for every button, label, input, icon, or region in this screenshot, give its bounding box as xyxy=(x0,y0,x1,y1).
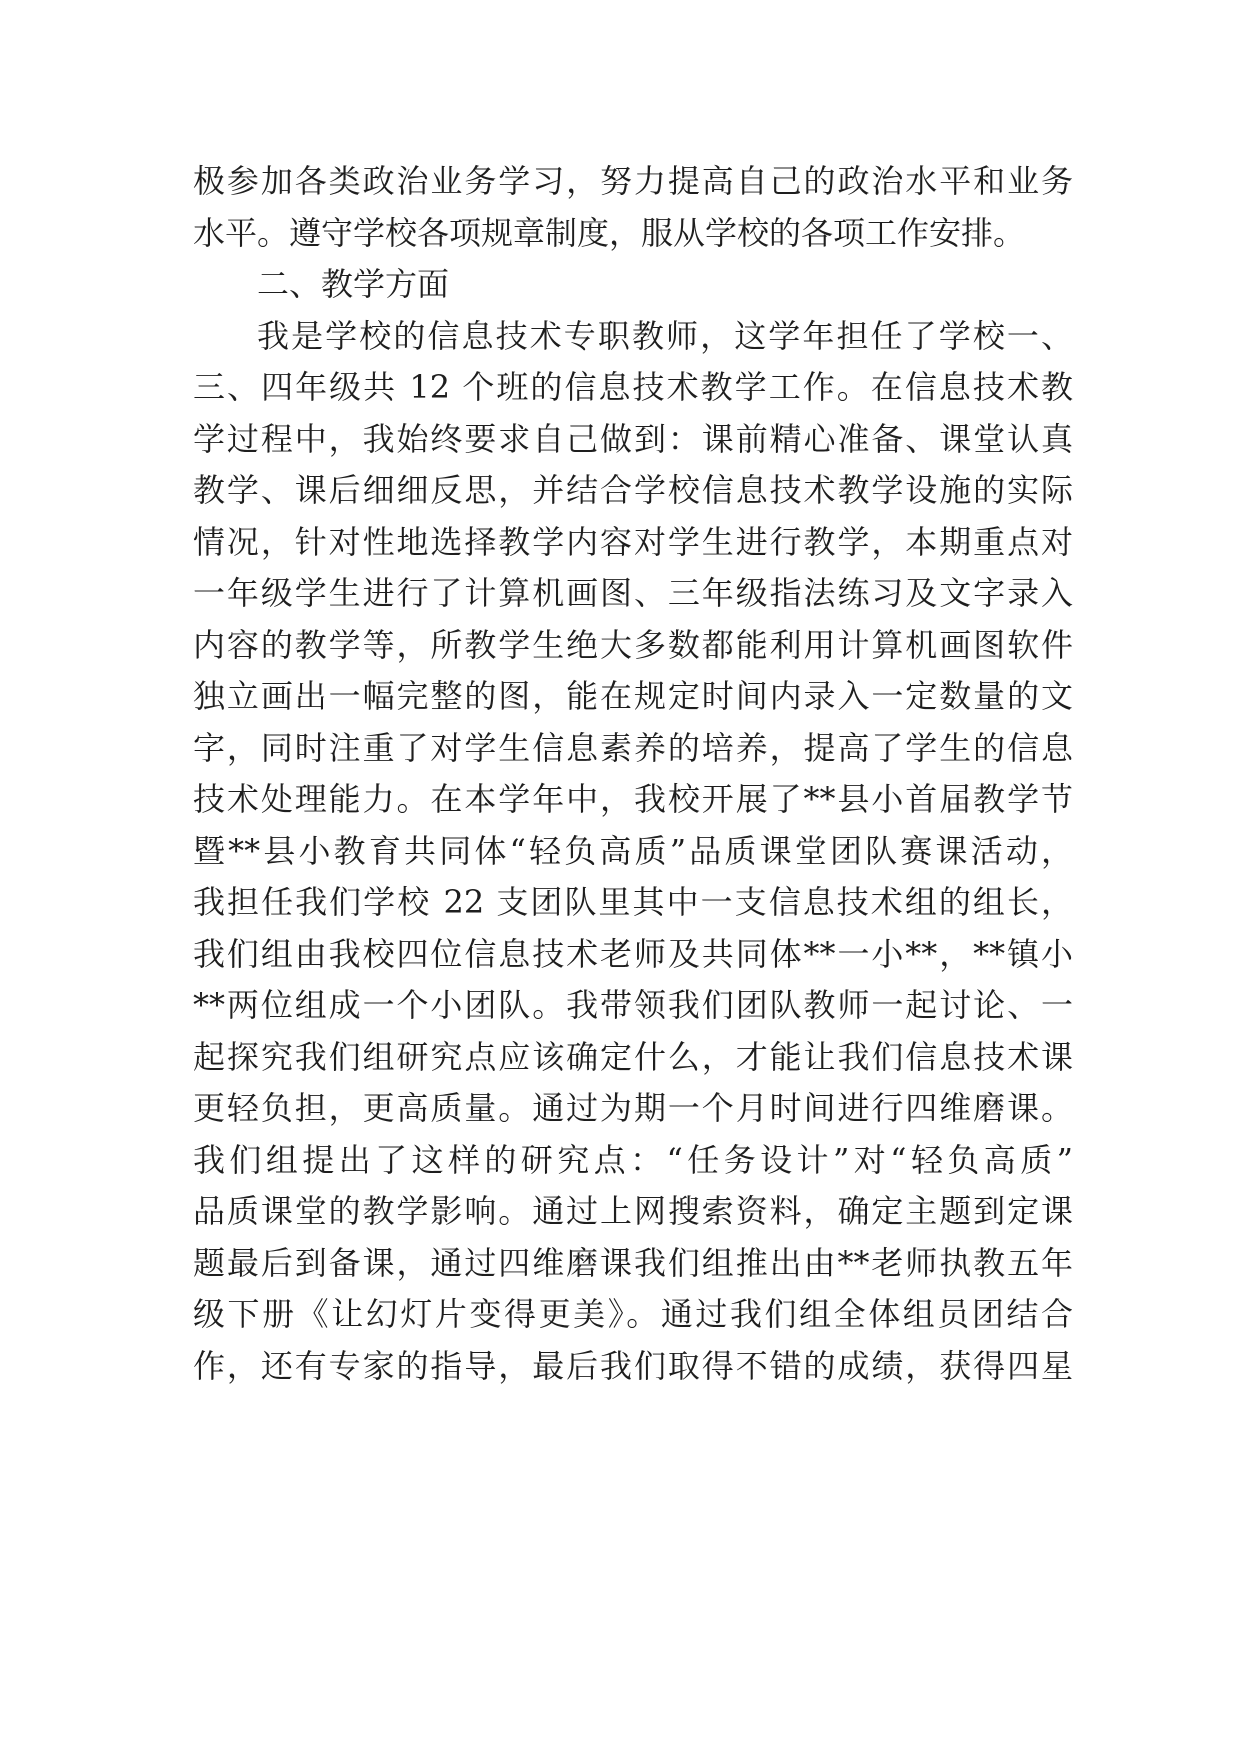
section-heading: 二、教学方面 xyxy=(257,265,450,303)
document-body xyxy=(193,156,1073,1392)
text-line: 技术处理能力。在本学年中，我校开展了**县小首届教学节 xyxy=(193,780,1073,818)
text-line: 字，同时注重了对学生信息素养的培养，提高了学生的信息 xyxy=(193,728,1073,767)
section-heading-teaching xyxy=(193,259,1073,311)
text-line: 题最后到备课，通过四维磨课我们组推出由**老师执教五年 xyxy=(193,1243,1073,1282)
text-line: 极参加各类政治业务学习，努力提高自己的政治水平和业务 xyxy=(193,162,1073,200)
text-line: 级下册《让幻灯片变得更美》。通过我们组全体组员团结合 xyxy=(193,1295,1073,1333)
paragraph-political-study xyxy=(193,156,1073,259)
text-line: 暨**县小教育共同体“轻负高质”品质课堂团队赛课活动， xyxy=(193,831,1073,870)
text-line: 我们组由我校四位信息技术老师及共同体**一小**，**镇小 xyxy=(193,934,1073,973)
text-line: 内容的教学等，所教学生绝大多数都能利用计算机画图软件 xyxy=(193,625,1073,664)
text-line: 水平。遵守学校各项规章制度，服从学校的各项工作安排。 xyxy=(193,213,1026,252)
text-line: 教学、课后细细反思，并结合学校信息技术教学设施的实际 xyxy=(193,471,1073,509)
text-line: 我是学校的信息技术专职教师，这学年担任了学校一、 xyxy=(257,316,1073,355)
paragraph-teaching xyxy=(193,311,1073,1393)
text-line: 情况，针对性地选择教学内容对学生进行教学，本期重点对 xyxy=(193,522,1073,561)
text-line: 学过程中，我始终要求自己做到：课前精心准备、课堂认真 xyxy=(193,419,1073,458)
text-line: 起探究我们组研究点应该确定什么，才能让我们信息技术课 xyxy=(193,1037,1073,1076)
text-line: 一年级学生进行了计算机画图、三年级指法练习及文字录入 xyxy=(193,574,1073,612)
text-line: **两位组成一个小团队。我带领我们团队教师一起讨论、一 xyxy=(193,986,1073,1024)
text-line: 品质课堂的教学影响。通过上网搜索资料，确定主题到定课 xyxy=(193,1192,1073,1230)
text-line: 作，还有专家的指导，最后我们取得不错的成绩，获得四星 xyxy=(193,1346,1073,1385)
text-line: 三、四年级共 12 个班的信息技术教学工作。在信息技术教 xyxy=(193,368,1073,406)
text-line: 独立画出一幅完整的图，能在规定时间内录入一定数量的文 xyxy=(193,677,1073,715)
text-line: 我担任我们学校 22 支团队里其中一支信息技术组的组长， xyxy=(193,883,1073,921)
text-line: 我们组提出了这样的研究点：“任务设计”对“轻负高质” xyxy=(193,1140,1073,1179)
text-line: 更轻负担，更高质量。通过为期一个月时间进行四维磨课。 xyxy=(193,1089,1073,1127)
